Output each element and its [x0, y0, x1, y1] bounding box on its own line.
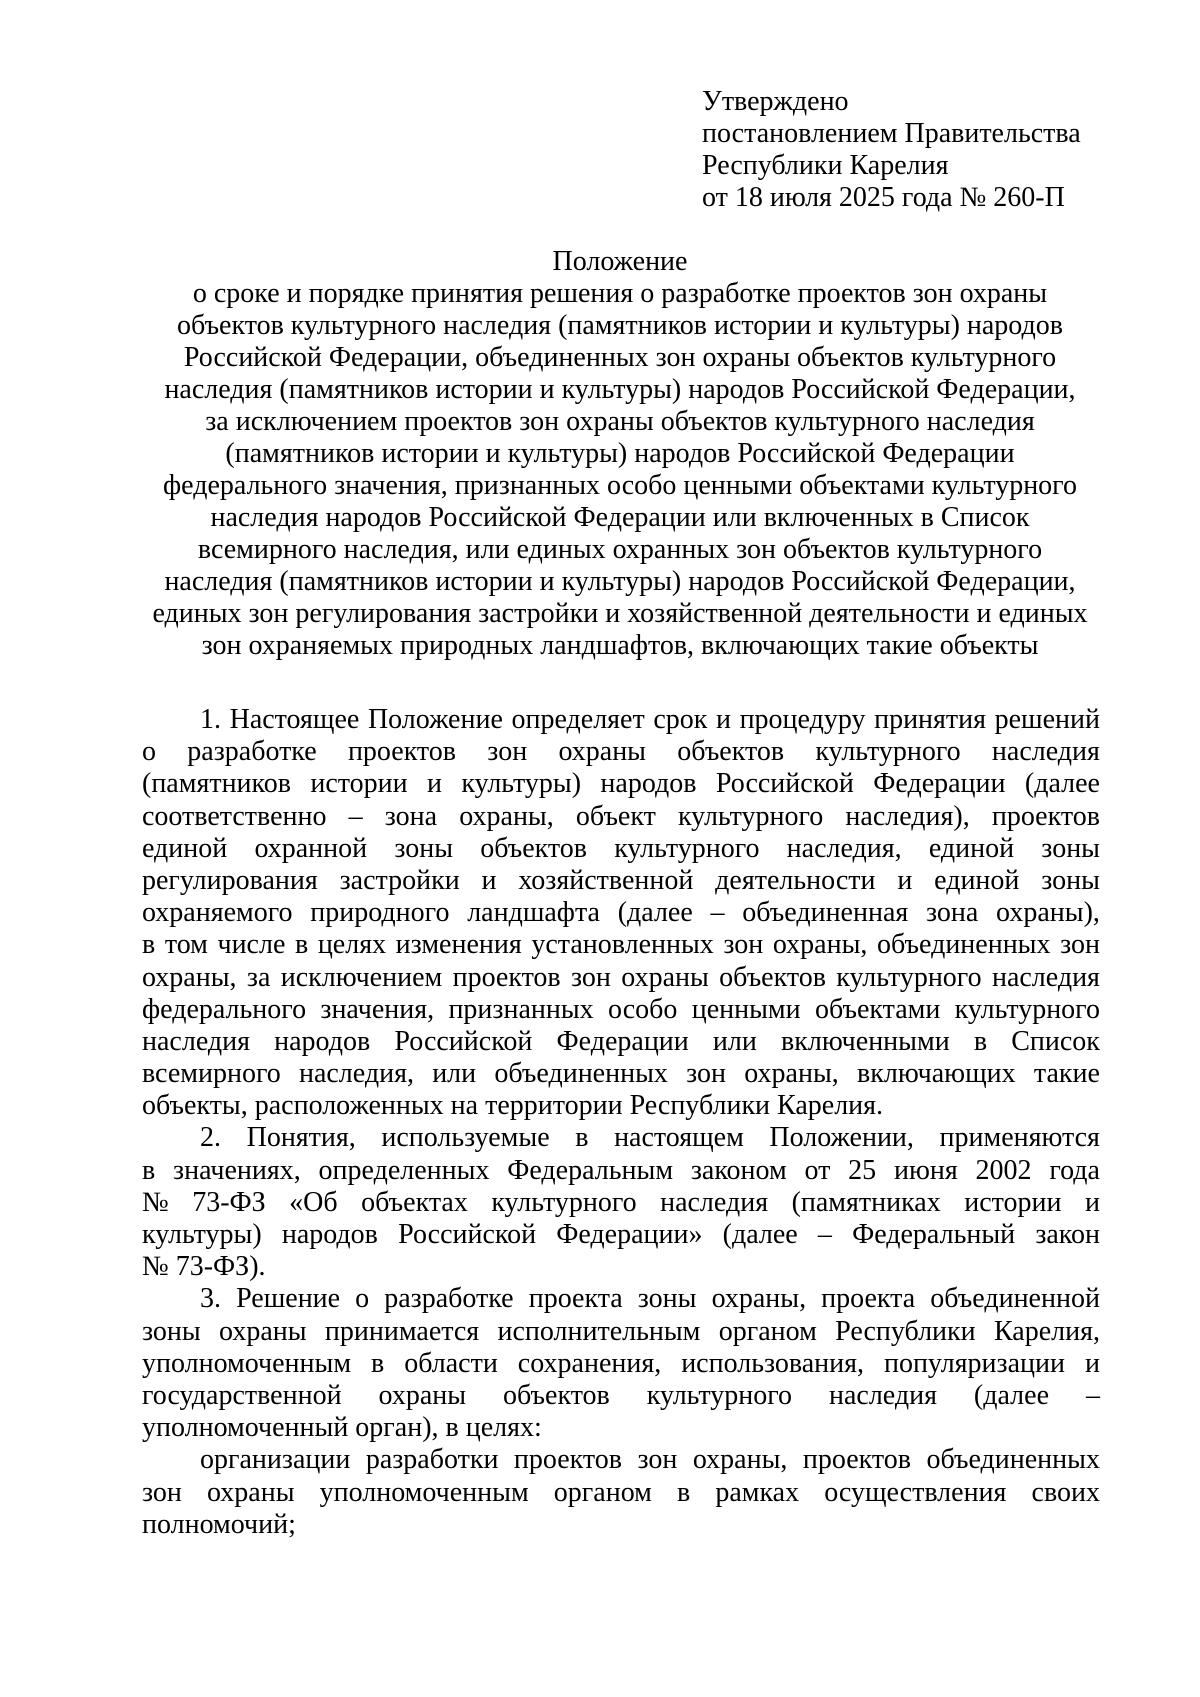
body-word: зон	[686, 1058, 727, 1090]
body-word: органом	[553, 1476, 652, 1508]
title-line: за исключением проектов зон охраны объектов культурного наследия	[205, 406, 1035, 437]
body-word: объектов	[719, 961, 826, 993]
body-word: процедуру	[739, 704, 866, 735]
document-body	[142, 704, 1100, 1541]
body-word: культуры)	[142, 1219, 262, 1250]
body-line	[142, 1348, 1100, 1380]
body-word: проекта	[821, 1283, 916, 1315]
title-heading: Положение	[552, 246, 688, 277]
body-line: уполномоченный орган), в целях:	[142, 1412, 542, 1444]
body-word: единой	[928, 832, 1015, 864]
body-line	[142, 1187, 1100, 1219]
body-word: проекта	[528, 1283, 623, 1315]
body-line	[142, 994, 1100, 1026]
body-word: и	[1084, 1347, 1100, 1379]
body-word: народов	[600, 768, 697, 800]
body-word: установленных	[531, 929, 714, 961]
body-word: Федерации	[556, 1025, 689, 1057]
body-word: (далее	[617, 897, 693, 929]
body-word: используемые	[381, 1122, 550, 1154]
body-word: включающих	[857, 1058, 1016, 1090]
body-word: и	[715, 704, 731, 735]
body-line	[142, 1444, 1100, 1476]
body-word: Российской	[715, 768, 854, 800]
body-word: охраны),	[996, 897, 1100, 929]
body-word: проектов	[513, 1444, 622, 1476]
body-word: проектов	[991, 800, 1100, 832]
body-word: охраны	[378, 1379, 467, 1411]
body-word: признанных	[448, 993, 594, 1025]
body-word: объединенных	[926, 1444, 1100, 1476]
body-word: значениях,	[173, 1154, 301, 1186]
body-word: в	[142, 1154, 156, 1186]
title-line: всемирного наследия, или единых охранных зон объектов культурного	[197, 534, 1043, 565]
body-word: зон	[571, 961, 611, 993]
body-word: истории	[964, 1186, 1062, 1218]
body-word: (далее	[722, 1219, 798, 1250]
body-line	[142, 1026, 1100, 1058]
body-word: культурного	[646, 1379, 793, 1411]
body-word: культурного	[836, 961, 982, 993]
body-word: проектов	[452, 961, 561, 993]
body-word: наследия,	[786, 832, 902, 864]
body-word: в	[294, 929, 309, 961]
body-word: Российской	[398, 1219, 537, 1250]
body-word: 25	[848, 1154, 877, 1186]
title-line: федерального значения, признанных особо ценными объектами культурного	[163, 470, 1077, 501]
body-word: охраны,	[744, 1058, 839, 1090]
body-line: полномочий;	[142, 1508, 296, 1540]
body-word: единой	[142, 832, 228, 864]
body-word: Федеральным	[507, 1154, 674, 1186]
body-word: применяются	[939, 1122, 1100, 1154]
body-word: объектов	[677, 736, 785, 768]
title-line: наследия народов Российской Федерации или включенных в Список	[210, 502, 1030, 533]
body-word: определенных	[318, 1154, 490, 1186]
body-line	[142, 801, 1100, 833]
title-line: о сроке и порядке принятия решения о разработке проектов зон охраны	[192, 278, 1048, 309]
title-line: (памятников истории и культуры) народов Российской Федерации	[225, 438, 1015, 469]
body-word: Федерации»	[556, 1219, 703, 1250]
body-word: числе	[217, 929, 286, 961]
body-word: зона	[384, 800, 438, 832]
body-word: июня	[893, 1154, 958, 1186]
body-line	[142, 962, 1100, 994]
body-word: объектов	[503, 1379, 610, 1411]
body-word: проектов	[802, 1444, 911, 1476]
body-word: зоны	[1041, 832, 1100, 864]
body-word: «Об	[289, 1186, 338, 1218]
body-word: культурного	[614, 832, 760, 864]
body-word: в	[575, 1122, 589, 1154]
body-line: № 73-ФЗ).	[142, 1251, 266, 1283]
body-word: охраны	[558, 736, 646, 768]
body-word: государственной	[142, 1379, 342, 1411]
body-word: законом	[690, 1154, 787, 1186]
title-line: зон охраняемых природных ландшафтов, включающих такие объекты	[201, 630, 1039, 661]
body-word: зон	[1060, 929, 1100, 961]
body-word: от	[804, 1154, 831, 1186]
body-word: наследия	[660, 1186, 769, 1218]
body-word: культурного	[677, 800, 824, 832]
body-word: Положение	[367, 704, 503, 735]
body-line	[142, 1316, 1100, 1348]
body-word: 1.	[200, 704, 221, 735]
body-word: Российской	[394, 1025, 533, 1057]
body-word: охраны,	[459, 800, 554, 832]
body-word: наследия	[828, 1379, 937, 1411]
approval-line: от 18 июля 2025 года № 260-П	[702, 182, 1065, 213]
body-word: –	[1085, 1379, 1100, 1411]
body-word: определяет	[511, 704, 645, 735]
body-word: и	[1084, 1186, 1100, 1218]
body-word: наследия	[991, 736, 1100, 768]
body-word: истории	[310, 768, 408, 800]
body-word: Федерации	[873, 768, 1006, 800]
document-title	[142, 246, 1098, 662]
body-word: проектов	[347, 736, 457, 768]
body-word: природного	[310, 897, 450, 929]
body-word: осуществления	[824, 1476, 1007, 1508]
body-word: зон	[487, 736, 528, 768]
body-word: объектов	[480, 832, 587, 864]
body-word: Федеральный	[852, 1219, 1016, 1250]
body-word: области	[404, 1347, 498, 1379]
body-word: о	[142, 736, 156, 768]
body-line	[142, 1380, 1100, 1412]
body-word: или	[712, 1025, 757, 1057]
body-word: –	[817, 1219, 832, 1250]
body-word: Положении,	[769, 1122, 914, 1154]
body-word: Понятия,	[246, 1122, 356, 1154]
body-word: охраны	[621, 961, 709, 993]
body-line	[142, 833, 1100, 865]
approval-stamp	[702, 86, 1081, 214]
body-line	[142, 929, 1100, 961]
body-word: застройки	[339, 864, 460, 896]
body-word: закон	[1035, 1219, 1100, 1250]
body-word: Настоящее	[229, 704, 360, 735]
body-word: Список	[1011, 1025, 1100, 1057]
body-line	[142, 1122, 1100, 1154]
body-word: зоны	[142, 1315, 201, 1347]
body-word: целях	[317, 929, 387, 961]
body-word: наследия,	[298, 1058, 414, 1090]
body-word: о	[355, 1283, 370, 1315]
body-word: разработке	[187, 736, 317, 768]
body-word: изменения	[395, 929, 522, 961]
body-word: зоны	[1041, 864, 1100, 896]
body-word: (памятниках	[791, 1186, 941, 1218]
body-word: наследия	[991, 961, 1100, 993]
body-word: разработки	[365, 1444, 499, 1476]
body-word: и	[426, 768, 442, 800]
body-word: зоны	[637, 1283, 697, 1315]
body-line	[142, 1219, 1100, 1251]
body-word: культурного	[815, 736, 961, 768]
body-word: наследия	[142, 1025, 250, 1057]
body-word: зона	[926, 897, 979, 929]
body-word: культурного	[954, 993, 1100, 1025]
body-word: объединенной	[930, 1283, 1100, 1315]
body-word: –	[348, 800, 363, 832]
body-word: том	[164, 929, 208, 961]
body-word: объектах	[361, 1186, 468, 1218]
body-word: федерального	[142, 993, 307, 1025]
body-word: органом	[718, 1315, 817, 1347]
body-word: сохранения,	[517, 1347, 662, 1379]
body-word: рамках	[715, 1476, 800, 1508]
body-word: зоны	[394, 832, 454, 864]
title-line: единых зон регулирования застройки и хозяйственной деятельности и единых	[152, 598, 1088, 629]
body-word: Решение	[236, 1283, 341, 1315]
body-word: (далее	[973, 1379, 1049, 1411]
body-line: объекты, расположенных на территории Республики Карелия.	[142, 1090, 884, 1122]
body-word: (далее	[1024, 768, 1100, 800]
body-line	[142, 736, 1100, 768]
body-word: объединенная	[742, 897, 909, 929]
body-line	[142, 865, 1100, 897]
body-word: ценными	[691, 993, 801, 1025]
body-word: в	[677, 1476, 691, 1508]
body-word: –	[710, 897, 725, 929]
body-line	[142, 897, 1100, 929]
body-word: уполномоченным	[319, 1476, 529, 1508]
body-word: зон	[637, 1444, 678, 1476]
body-word: за	[246, 961, 271, 993]
body-word: исключением	[280, 961, 443, 993]
body-word: охраны	[219, 1315, 307, 1347]
body-word: такие	[1033, 1058, 1100, 1090]
body-word: 3.	[200, 1283, 221, 1315]
body-word: разработке	[384, 1283, 514, 1315]
body-word: особо	[608, 993, 678, 1025]
body-word: в	[142, 929, 156, 961]
title-line: объектов культурного наследия (памятников истории и культуры) народов	[177, 310, 1063, 341]
body-word: хозяйственной	[518, 864, 694, 896]
body-word: исполнительным	[497, 1315, 701, 1347]
approval-line: Утверждено	[702, 86, 849, 117]
body-word: охраняемого	[142, 897, 293, 929]
body-word: охраны	[207, 1476, 295, 1508]
body-word: принятия	[874, 704, 987, 735]
body-word: использования,	[681, 1347, 864, 1379]
body-word: зон	[723, 929, 764, 961]
body-word: в	[371, 1347, 385, 1379]
body-line	[142, 1477, 1100, 1509]
approval-line: Республики Карелия	[702, 150, 949, 181]
body-word: срок	[653, 704, 708, 735]
body-word: Карелия,	[993, 1315, 1100, 1347]
body-word: включенными	[781, 1025, 950, 1057]
body-word: культурного	[491, 1186, 637, 1218]
body-line	[142, 1058, 1100, 1090]
body-word: организации	[200, 1444, 351, 1476]
body-word: всемирного	[142, 1058, 281, 1090]
body-word: и	[481, 864, 497, 896]
body-word: охраны,	[692, 1444, 788, 1476]
body-word: и	[897, 864, 913, 896]
body-word: ландшафта	[467, 897, 600, 929]
body-word: года	[1049, 1154, 1100, 1186]
body-line	[142, 1283, 1100, 1315]
body-line	[142, 704, 1100, 736]
body-word: деятельности	[715, 864, 876, 896]
body-word: 2002	[975, 1154, 1032, 1186]
body-line	[142, 1155, 1100, 1187]
body-word: охраны,	[772, 929, 868, 961]
body-word: объектами	[814, 993, 941, 1025]
body-word: своих	[1031, 1476, 1100, 1508]
body-word: принимается	[324, 1315, 480, 1347]
body-word: охранной	[254, 832, 368, 864]
body-word: народов	[281, 1219, 378, 1250]
body-word: объединенных	[494, 1058, 668, 1090]
body-word: культуры)	[461, 768, 582, 800]
body-word: единой	[934, 864, 1020, 896]
body-word: 73-ФЗ	[192, 1186, 266, 1218]
body-word: народов	[274, 1025, 371, 1057]
body-word: значения,	[320, 993, 435, 1025]
body-word: объединенных	[876, 929, 1051, 961]
body-word: популяризации	[883, 1347, 1065, 1379]
body-word: зон	[142, 1476, 182, 1508]
body-word: уполномоченным	[142, 1347, 352, 1379]
title-line: наследия (памятников истории и культуры) народов Российской Федерации,	[164, 374, 1076, 405]
body-word: или	[432, 1058, 477, 1090]
title-line: Российской Федерации, объединенных зон охраны объектов культурного	[183, 342, 1057, 373]
body-word: регулирования	[142, 864, 318, 896]
body-word: наследия),	[845, 800, 970, 832]
approval-line: постановлением Правительства	[702, 118, 1081, 149]
body-word: в	[973, 1025, 988, 1057]
body-word: настоящем	[614, 1122, 744, 1154]
body-word: решений	[994, 704, 1100, 735]
body-word: соответственно	[142, 800, 327, 832]
body-word: 2.	[200, 1122, 221, 1154]
body-word: Республики	[835, 1315, 976, 1347]
body-word: охраны,	[142, 961, 237, 993]
body-word: (памятников	[142, 768, 291, 800]
body-word: объект	[575, 800, 656, 832]
body-word: охраны,	[711, 1283, 807, 1315]
title-line: наследия (памятников истории и культуры) народов Российской Федерации,	[164, 566, 1076, 597]
body-line	[142, 768, 1100, 800]
body-word: №	[142, 1186, 169, 1218]
